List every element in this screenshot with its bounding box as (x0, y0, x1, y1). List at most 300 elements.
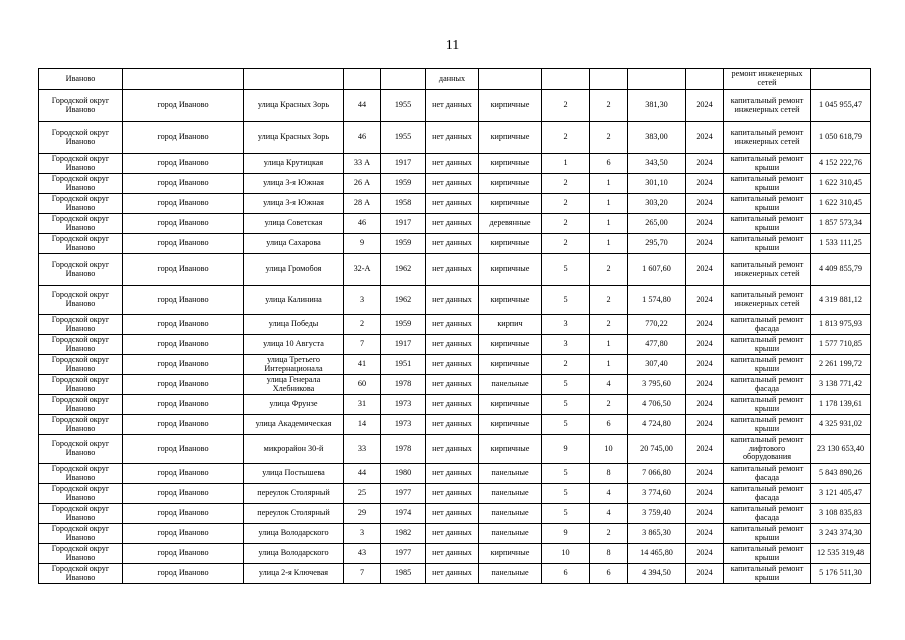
cell-area: 301,10 (628, 174, 686, 194)
cell-floors: 2 (542, 234, 590, 254)
cell-house-number: 33 (344, 435, 381, 464)
cell-floors: 2 (542, 90, 590, 122)
cell-house-number: 7 (344, 335, 381, 355)
cell-year-planned: 2024 (686, 315, 724, 335)
table-row (39, 504, 871, 524)
cell-house-number: 3 (344, 524, 381, 544)
cell-wall-type-status: нет данных (426, 395, 479, 415)
cell-year-built: 1958 (381, 194, 426, 214)
cell-cost: 1 622 310,45 (811, 174, 871, 194)
cell-cost: 1 813 975,93 (811, 315, 871, 335)
cell-year-planned: 2024 (686, 544, 724, 564)
cell-year-planned: 2024 (686, 504, 724, 524)
cell-work-type: капитальный ремонт лифтового оборудования (724, 435, 811, 464)
cell-area: 4 706,50 (628, 395, 686, 415)
cell-street: улица Фрунзе (244, 395, 344, 415)
cell-material: кирпич (479, 315, 542, 335)
cell-year-planned: 2024 (686, 194, 724, 214)
cell-cost: 1 622 310,45 (811, 194, 871, 214)
cell-work-type: капитальный ремонт инженерных сетей (724, 286, 811, 315)
table-row (39, 174, 871, 194)
cell-municipality: Городской округ Иваново (39, 254, 123, 286)
cell-wall-type-status: нет данных (426, 484, 479, 504)
table-row (39, 90, 871, 122)
cell-material: кирпичные (479, 254, 542, 286)
cell-area: 4 394,50 (628, 564, 686, 584)
cell-settlement: город Иваново (123, 174, 244, 194)
table-row (39, 154, 871, 174)
cell-municipality: Городской округ Иваново (39, 544, 123, 564)
cell-cost: 3 243 374,30 (811, 524, 871, 544)
cell-area: 383,00 (628, 122, 686, 154)
cell-house-number: 26 А (344, 174, 381, 194)
cell-entrances: 2 (590, 254, 628, 286)
cell-municipality: Городской округ Иваново (39, 355, 123, 375)
cell-material: кирпичные (479, 154, 542, 174)
cell-cost: 1 857 573,34 (811, 214, 871, 234)
cell-material: деревянные (479, 214, 542, 234)
cell-area (628, 69, 686, 90)
table-row (39, 122, 871, 154)
cell-area: 343,50 (628, 154, 686, 174)
cell-area: 3 759,40 (628, 504, 686, 524)
cell-work-type: капитальный ремонт крыши (724, 194, 811, 214)
cell-municipality: Иваново (39, 69, 123, 90)
table-body (39, 69, 871, 584)
cell-work-type: капитальный ремонт крыши (724, 544, 811, 564)
cell-area: 295,70 (628, 234, 686, 254)
cell-street: улица 3-я Южная (244, 174, 344, 194)
cell-settlement: город Иваново (123, 564, 244, 584)
cell-cost: 23 130 653,40 (811, 435, 871, 464)
cell-year-built: 1951 (381, 355, 426, 375)
cell-street: улица Советская (244, 214, 344, 234)
cell-municipality: Городской округ Иваново (39, 154, 123, 174)
cell-year-built: 1917 (381, 154, 426, 174)
cell-area: 381,30 (628, 90, 686, 122)
cell-year-built: 1959 (381, 174, 426, 194)
cell-cost: 3 121 405,47 (811, 484, 871, 504)
cell-street: улица Академическая (244, 415, 344, 435)
cell-municipality: Городской округ Иваново (39, 194, 123, 214)
cell-wall-type-status: нет данных (426, 154, 479, 174)
cell-work-type: капитальный ремонт крыши (724, 154, 811, 174)
cell-work-type: капитальный ремонт крыши (724, 415, 811, 435)
cell-street: улица Генерала Хлебникова (244, 375, 344, 395)
cell-cost: 5 176 511,30 (811, 564, 871, 584)
cell-cost: 2 261 199,72 (811, 355, 871, 375)
cell-year-planned: 2024 (686, 355, 724, 375)
cell-street: переулок Столярный (244, 484, 344, 504)
cell-entrances: 1 (590, 355, 628, 375)
cell-municipality: Городской округ Иваново (39, 335, 123, 355)
cell-floors: 2 (542, 194, 590, 214)
cell-settlement: город Иваново (123, 194, 244, 214)
cell-entrances: 1 (590, 234, 628, 254)
cell-material: кирпичные (479, 355, 542, 375)
cell-floors: 5 (542, 254, 590, 286)
table-row (39, 395, 871, 415)
cell-floors: 10 (542, 544, 590, 564)
cell-cost: 1 045 955,47 (811, 90, 871, 122)
cell-settlement: город Иваново (123, 544, 244, 564)
cell-material: панельные (479, 564, 542, 584)
cell-municipality: Городской округ Иваново (39, 524, 123, 544)
cell-floors: 9 (542, 524, 590, 544)
cell-street: улица 2-я Ключевая (244, 564, 344, 584)
cell-work-type: капитальный ремонт фасада (724, 375, 811, 395)
cell-year-planned: 2024 (686, 375, 724, 395)
cell-cost: 4 325 931,02 (811, 415, 871, 435)
cell-material: кирпичные (479, 395, 542, 415)
cell-street: улица Сахарова (244, 234, 344, 254)
cell-settlement: город Иваново (123, 435, 244, 464)
cell-work-type: капитальный ремонт крыши (724, 174, 811, 194)
cell-year-built: 1962 (381, 254, 426, 286)
cell-wall-type-status: нет данных (426, 90, 479, 122)
cell-municipality: Городской округ Иваново (39, 174, 123, 194)
cell-entrances: 1 (590, 174, 628, 194)
cell-year-planned: 2024 (686, 435, 724, 464)
cell-year-planned: 2024 (686, 395, 724, 415)
cell-floors: 2 (542, 174, 590, 194)
cell-work-type: капитальный ремонт фасада (724, 315, 811, 335)
cell-floors: 5 (542, 504, 590, 524)
cell-floors: 2 (542, 214, 590, 234)
cell-house-number: 25 (344, 484, 381, 504)
cell-year-built: 1980 (381, 464, 426, 484)
cell-area: 307,40 (628, 355, 686, 375)
cell-street: улица Красных Зорь (244, 90, 344, 122)
cell-work-type: капитальный ремонт крыши (724, 335, 811, 355)
cell-year-planned: 2024 (686, 122, 724, 154)
table-row (39, 544, 871, 564)
cell-material: кирпичные (479, 335, 542, 355)
cell-house-number: 31 (344, 395, 381, 415)
cell-year-planned: 2024 (686, 484, 724, 504)
cell-entrances: 6 (590, 564, 628, 584)
cell-street: улица 3-я Южная (244, 194, 344, 214)
cell-area: 770,22 (628, 315, 686, 335)
cell-material: кирпичные (479, 122, 542, 154)
cell-area: 1 574,80 (628, 286, 686, 315)
cell-settlement: город Иваново (123, 524, 244, 544)
cell-street: улица Красных Зорь (244, 122, 344, 154)
cell-house-number: 7 (344, 564, 381, 584)
cell-settlement: город Иваново (123, 234, 244, 254)
cell-house-number (344, 69, 381, 90)
cell-year-built: 1973 (381, 415, 426, 435)
cell-municipality: Городской округ Иваново (39, 286, 123, 315)
table-row (39, 335, 871, 355)
cell-material: кирпичные (479, 90, 542, 122)
cell-house-number: 32-А (344, 254, 381, 286)
cell-entrances: 2 (590, 315, 628, 335)
cell-wall-type-status: нет данных (426, 504, 479, 524)
cell-cost: 1 577 710,85 (811, 335, 871, 355)
cell-entrances: 1 (590, 194, 628, 214)
cell-entrances: 6 (590, 154, 628, 174)
cell-work-type: капитальный ремонт крыши (724, 564, 811, 584)
cell-settlement: город Иваново (123, 355, 244, 375)
cell-house-number: 44 (344, 464, 381, 484)
cell-floors: 6 (542, 564, 590, 584)
cell-street: улица Громобоя (244, 254, 344, 286)
cell-floors (542, 69, 590, 90)
cell-street: улица Постышева (244, 464, 344, 484)
table-row (39, 435, 871, 464)
cell-cost: 12 535 319,48 (811, 544, 871, 564)
cell-cost: 4 152 222,76 (811, 154, 871, 174)
cell-municipality: Городской округ Иваново (39, 415, 123, 435)
cell-floors: 5 (542, 286, 590, 315)
cell-entrances: 1 (590, 214, 628, 234)
cell-wall-type-status: нет данных (426, 254, 479, 286)
cell-settlement: город Иваново (123, 375, 244, 395)
cell-work-type: капитальный ремонт фасада (724, 484, 811, 504)
cell-work-type: капитальный ремонт крыши (724, 234, 811, 254)
cell-wall-type-status: нет данных (426, 435, 479, 464)
cell-cost: 3 138 771,42 (811, 375, 871, 395)
cell-floors: 2 (542, 355, 590, 375)
cell-wall-type-status: нет данных (426, 415, 479, 435)
cell-work-type: капитальный ремонт инженерных сетей (724, 122, 811, 154)
table-row (39, 375, 871, 395)
cell-entrances: 1 (590, 335, 628, 355)
cell-settlement: город Иваново (123, 154, 244, 174)
cell-work-type: капитальный ремонт фасада (724, 504, 811, 524)
cell-area: 303,20 (628, 194, 686, 214)
cell-material: панельные (479, 464, 542, 484)
cell-cost: 3 108 835,83 (811, 504, 871, 524)
table-row (39, 355, 871, 375)
cell-area: 3 774,60 (628, 484, 686, 504)
cell-municipality: Городской округ Иваново (39, 122, 123, 154)
cell-year-built: 1978 (381, 435, 426, 464)
cell-settlement: город Иваново (123, 484, 244, 504)
cell-year-planned: 2024 (686, 524, 724, 544)
cell-year-built (381, 69, 426, 90)
cell-wall-type-status: нет данных (426, 214, 479, 234)
cell-work-type: капитальный ремонт инженерных сетей (724, 90, 811, 122)
cell-year-planned: 2024 (686, 174, 724, 194)
cell-street: улица Третьего Интернационала (244, 355, 344, 375)
cell-street (244, 69, 344, 90)
cell-municipality: Городской округ Иваново (39, 484, 123, 504)
cell-year-planned: 2024 (686, 234, 724, 254)
cell-settlement: город Иваново (123, 254, 244, 286)
cell-material: панельные (479, 375, 542, 395)
cell-entrances: 6 (590, 415, 628, 435)
cell-work-type: ремонт инженерных сетей (724, 69, 811, 90)
cell-cost: 4 319 881,12 (811, 286, 871, 315)
cell-area: 20 745,00 (628, 435, 686, 464)
cell-year-built: 1917 (381, 335, 426, 355)
cell-year-built: 1974 (381, 504, 426, 524)
cell-wall-type-status: нет данных (426, 194, 479, 214)
cell-municipality: Городской округ Иваново (39, 234, 123, 254)
cell-material: панельные (479, 484, 542, 504)
cell-wall-type-status: нет данных (426, 315, 479, 335)
cell-year-built: 1959 (381, 234, 426, 254)
cell-wall-type-status: нет данных (426, 464, 479, 484)
table-row (39, 484, 871, 504)
cell-cost: 5 843 890,26 (811, 464, 871, 484)
cell-year-built: 1985 (381, 564, 426, 584)
cell-material: кирпичные (479, 234, 542, 254)
cell-entrances (590, 69, 628, 90)
cell-cost: 1 178 139,61 (811, 395, 871, 415)
cell-floors: 5 (542, 464, 590, 484)
cell-cost (811, 69, 871, 90)
cell-area: 3 865,30 (628, 524, 686, 544)
cell-year-planned: 2024 (686, 214, 724, 234)
cell-work-type: капитальный ремонт инженерных сетей (724, 254, 811, 286)
cell-house-number: 43 (344, 544, 381, 564)
cell-house-number: 3 (344, 286, 381, 315)
cell-municipality: Городской округ Иваново (39, 564, 123, 584)
cell-material: панельные (479, 524, 542, 544)
cell-work-type: капитальный ремонт крыши (724, 524, 811, 544)
cell-area: 4 724,80 (628, 415, 686, 435)
cell-wall-type-status: нет данных (426, 524, 479, 544)
cell-year-built: 1955 (381, 122, 426, 154)
cell-material: кирпичные (479, 435, 542, 464)
cell-street: улица Крутицкая (244, 154, 344, 174)
cell-floors: 9 (542, 435, 590, 464)
cell-entrances: 2 (590, 395, 628, 415)
cell-settlement: город Иваново (123, 214, 244, 234)
cell-street: улица Победы (244, 315, 344, 335)
cell-house-number: 33 А (344, 154, 381, 174)
cell-street: улица Володарского (244, 544, 344, 564)
cell-entrances: 10 (590, 435, 628, 464)
cell-material: кирпичные (479, 286, 542, 315)
cell-settlement: город Иваново (123, 464, 244, 484)
cell-entrances: 2 (590, 90, 628, 122)
cell-material: кирпичные (479, 544, 542, 564)
cell-work-type: капитальный ремонт крыши (724, 214, 811, 234)
cell-wall-type-status: нет данных (426, 335, 479, 355)
cell-area: 265,00 (628, 214, 686, 234)
cell-wall-type-status: нет данных (426, 375, 479, 395)
cell-entrances: 4 (590, 484, 628, 504)
cell-street: улица Калинина (244, 286, 344, 315)
cell-settlement: город Иваново (123, 286, 244, 315)
cell-entrances: 8 (590, 464, 628, 484)
table-row (39, 464, 871, 484)
cell-wall-type-status: нет данных (426, 174, 479, 194)
housing-repair-table (38, 68, 871, 584)
table-row (39, 315, 871, 335)
page-number: 11 (445, 38, 460, 53)
cell-street: микрорайон 30-й (244, 435, 344, 464)
cell-municipality: Городской округ Иваново (39, 504, 123, 524)
cell-floors: 1 (542, 154, 590, 174)
cell-floors: 5 (542, 484, 590, 504)
cell-wall-type-status: нет данных (426, 234, 479, 254)
cell-area: 14 465,80 (628, 544, 686, 564)
cell-year-planned: 2024 (686, 286, 724, 315)
cell-house-number: 28 А (344, 194, 381, 214)
cell-settlement: город Иваново (123, 90, 244, 122)
table-row (39, 254, 871, 286)
cell-house-number: 60 (344, 375, 381, 395)
table-row (39, 234, 871, 254)
cell-wall-type-status: нет данных (426, 355, 479, 375)
cell-year-built: 1917 (381, 214, 426, 234)
cell-floors: 5 (542, 415, 590, 435)
cell-house-number: 46 (344, 214, 381, 234)
cell-municipality: Городской округ Иваново (39, 435, 123, 464)
cell-wall-type-status: данных (426, 69, 479, 90)
cell-area: 3 795,60 (628, 375, 686, 395)
cell-cost: 1 050 618,79 (811, 122, 871, 154)
cell-year-planned: 2024 (686, 564, 724, 584)
cell-floors: 5 (542, 395, 590, 415)
cell-entrances: 2 (590, 286, 628, 315)
cell-house-number: 9 (344, 234, 381, 254)
cell-municipality: Городской округ Иваново (39, 464, 123, 484)
cell-municipality: Городской округ Иваново (39, 395, 123, 415)
cell-house-number: 2 (344, 315, 381, 335)
cell-wall-type-status: нет данных (426, 544, 479, 564)
cell-house-number: 46 (344, 122, 381, 154)
cell-entrances: 4 (590, 375, 628, 395)
table-row (39, 286, 871, 315)
cell-settlement: город Иваново (123, 315, 244, 335)
cell-year-planned: 2024 (686, 154, 724, 174)
cell-year-built: 1982 (381, 524, 426, 544)
cell-entrances: 2 (590, 524, 628, 544)
cell-material: кирпичные (479, 194, 542, 214)
cell-area: 477,80 (628, 335, 686, 355)
cell-year-planned: 2024 (686, 90, 724, 122)
cell-material: кирпичные (479, 415, 542, 435)
cell-year-planned: 2024 (686, 335, 724, 355)
cell-year-planned (686, 69, 724, 90)
cell-year-built: 1962 (381, 286, 426, 315)
cell-cost: 1 533 111,25 (811, 234, 871, 254)
table-row (39, 415, 871, 435)
cell-entrances: 8 (590, 544, 628, 564)
cell-entrances: 2 (590, 122, 628, 154)
cell-floors: 5 (542, 375, 590, 395)
cell-material (479, 69, 542, 90)
cell-floors: 2 (542, 122, 590, 154)
cell-street: переулок Столярный (244, 504, 344, 524)
cell-settlement: город Иваново (123, 335, 244, 355)
cell-wall-type-status: нет данных (426, 122, 479, 154)
cell-house-number: 41 (344, 355, 381, 375)
cell-settlement: город Иваново (123, 415, 244, 435)
cell-year-planned: 2024 (686, 464, 724, 484)
table-row (39, 214, 871, 234)
cell-year-built: 1959 (381, 315, 426, 335)
cell-work-type: капитальный ремонт крыши (724, 395, 811, 415)
cell-wall-type-status: нет данных (426, 564, 479, 584)
cell-entrances: 4 (590, 504, 628, 524)
cell-year-built: 1977 (381, 484, 426, 504)
cell-settlement: город Иваново (123, 395, 244, 415)
cell-house-number: 44 (344, 90, 381, 122)
cell-municipality: Городской округ Иваново (39, 315, 123, 335)
table-row (39, 524, 871, 544)
cell-house-number: 14 (344, 415, 381, 435)
cell-work-type: капитальный ремонт фасада (724, 464, 811, 484)
cell-area: 7 066,80 (628, 464, 686, 484)
cell-street: улица Володарского (244, 524, 344, 544)
